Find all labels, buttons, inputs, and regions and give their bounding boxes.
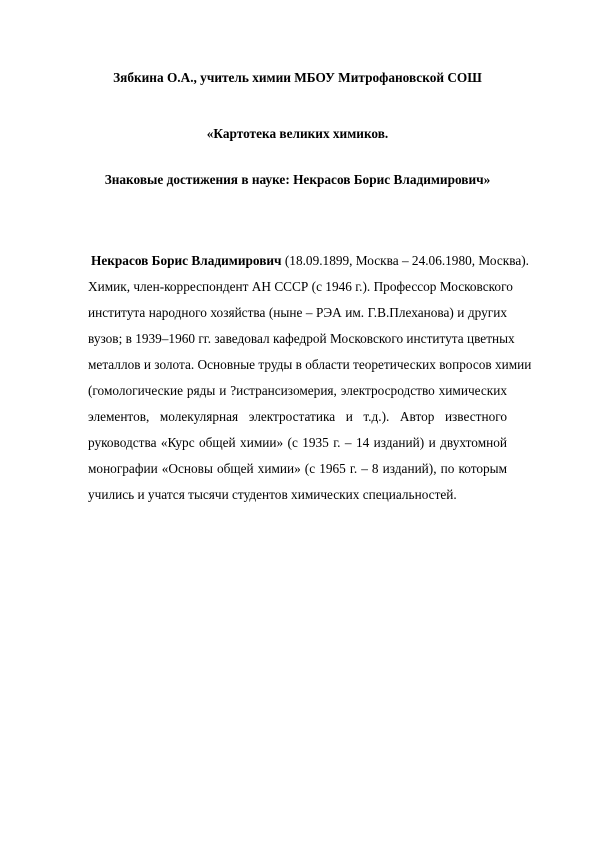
document-title: «Картотека великих химиков.: [206, 126, 389, 141]
biography-line-7: элементов, молекулярная электростатика и т.д.). Автор известного: [88, 409, 507, 424]
author-line: Зябкина О.А., учитель химии МБОУ Митрофановской СОШ: [113, 70, 482, 85]
biography-line-4: вузов; в 1939–1960 гг. заведовал кафедрой Московского института цветных: [88, 331, 515, 346]
biography-line-2: Химик, член-корреспондент АН СССР (с 1946 г.). Профессор Московского: [88, 279, 513, 294]
biography-line-1: [91, 253, 529, 269]
biography-line-6: (гомологические ряды и ?истрансизомерия, электросродство химических: [88, 383, 507, 398]
biography-line-3: института народного хозяйства (ныне – РЭА им. Г.В.Плеханова) и других: [88, 305, 507, 320]
biography-line-10: учились и учатся тысячи студентов химических специальностей.: [88, 487, 457, 502]
biography-name: Некрасов Борис Владимирович: [91, 253, 282, 268]
biography-line-5: металлов и золота. Основные труды в области теоретических вопросов химии: [88, 357, 532, 372]
document-subtitle: Знаковые достижения в науке: Некрасов Борис Владимирович»: [104, 172, 491, 187]
biography-dates: (18.09.1899, Москва – 24.06.1980, Москва).: [281, 253, 529, 268]
biography-line-9: монографии «Основы общей химии» (с 1965 г. – 8 изданий), по которым: [88, 461, 507, 476]
biography-line-8: руководства «Курс общей химии» (с 1935 г. – 14 изданий) и двухтомной: [88, 435, 507, 450]
